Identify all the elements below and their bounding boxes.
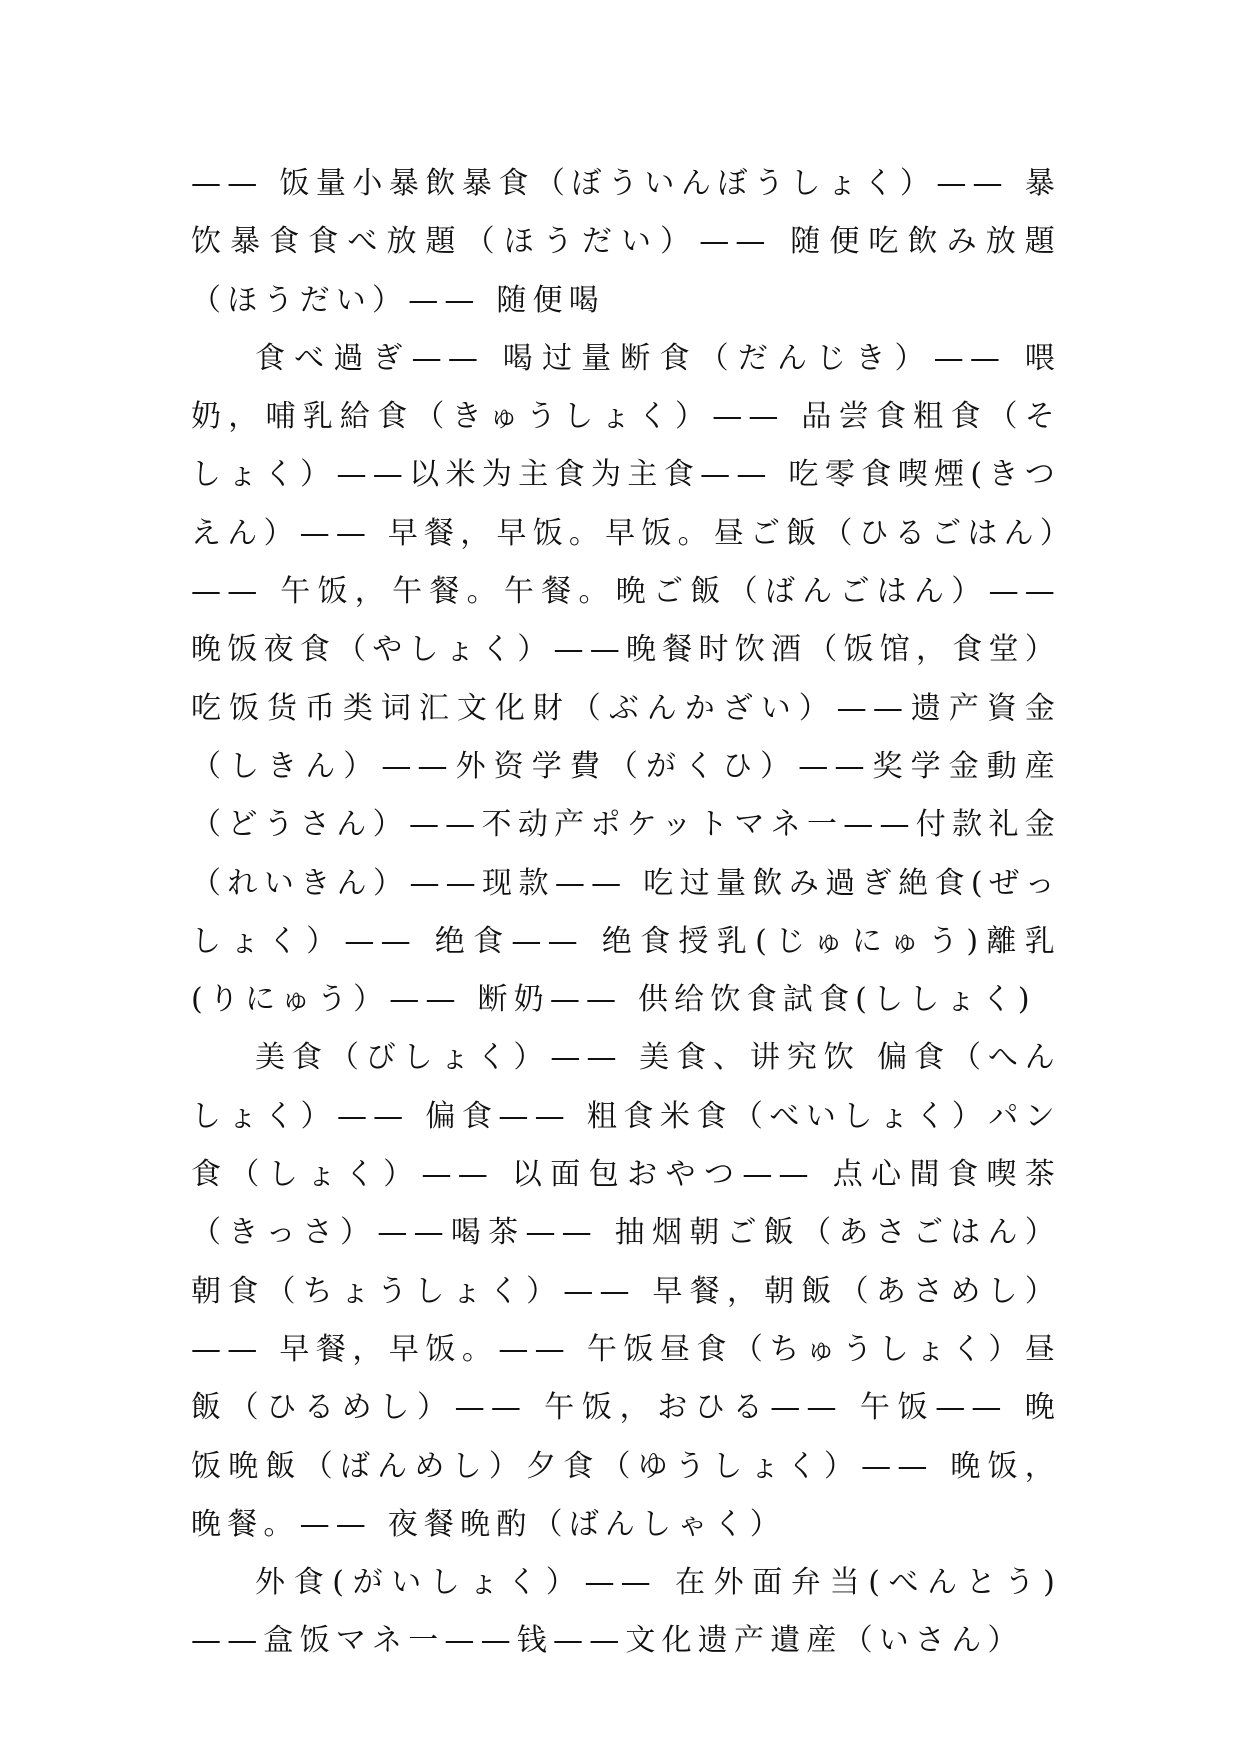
paragraph-4: 外食(がいしょく）—— 在外面弁当(べんとう)——盒饭マネ一——钱——文化遗产遺産（いさん） (191, 1565, 1061, 1659)
paragraph-3: 美食（びしょく）—— 美食、讲究饮 偏食（へんしょく）—— 偏食—— 粗食米食（べいしょく）パン食（しょく）—— 以面包おやつ—— 点心間食喫茶（きっさ）——喝茶—— 抽烟朝ご飯（あさごはん）朝食（ちょうしょく）—— 早餐，朝飯（あさめし）—— 早餐，早饭。—— 午饭昼食（ちゅうしょく）昼飯（ひるめし）—— 午饭，おひる—— 午饭—— 晚饭晩飯（ばんめし）夕食（ゆうしょく）—— 晚饭，晚餐。—— 夜餐晩酌（ばんしゃく） (191, 1040, 1061, 1542)
document-body (191, 155, 1061, 1671)
paragraph-2: 食べ過ぎ—— 喝过量断食（だんじき）—— 喂奶，哺乳給食（きゅうしょく）—— 品尝食粗食（そしょく）——以米为主食为主食—— 吃零食喫煙(きつえん）—— 早餐，早饭。早饭。昼ご飯（ひるごはん）—— 午饭，午餐。午餐。晩ご飯（ばんごはん）—— 晚饭夜食（やしょく）——晚餐时饮酒（饭馆，食堂）吃饭货币类词汇文化財（ぶんかざい）——遗产資金（しきん）——外资学費（がくひ）——奖学金動産（どうさん）——不动产ポケットマネ一——付款礼金（れいきん）——现款—— 吃过量飲み過ぎ絶食(ぜっしょく）—— 绝食—— 绝食授乳(じゅにゅう)離乳(りにゅう）—— 断奶—— 供给饮食試食(ししょく) (191, 340, 1061, 1018)
paragraph-1: —— 饭量小暴飲暴食（ぼういんぼうしょく）—— 暴饮暴食食べ放題（ほうだい）—— 随便吃飲み放題（ほうだい）—— 随便喝 (191, 166, 1061, 318)
